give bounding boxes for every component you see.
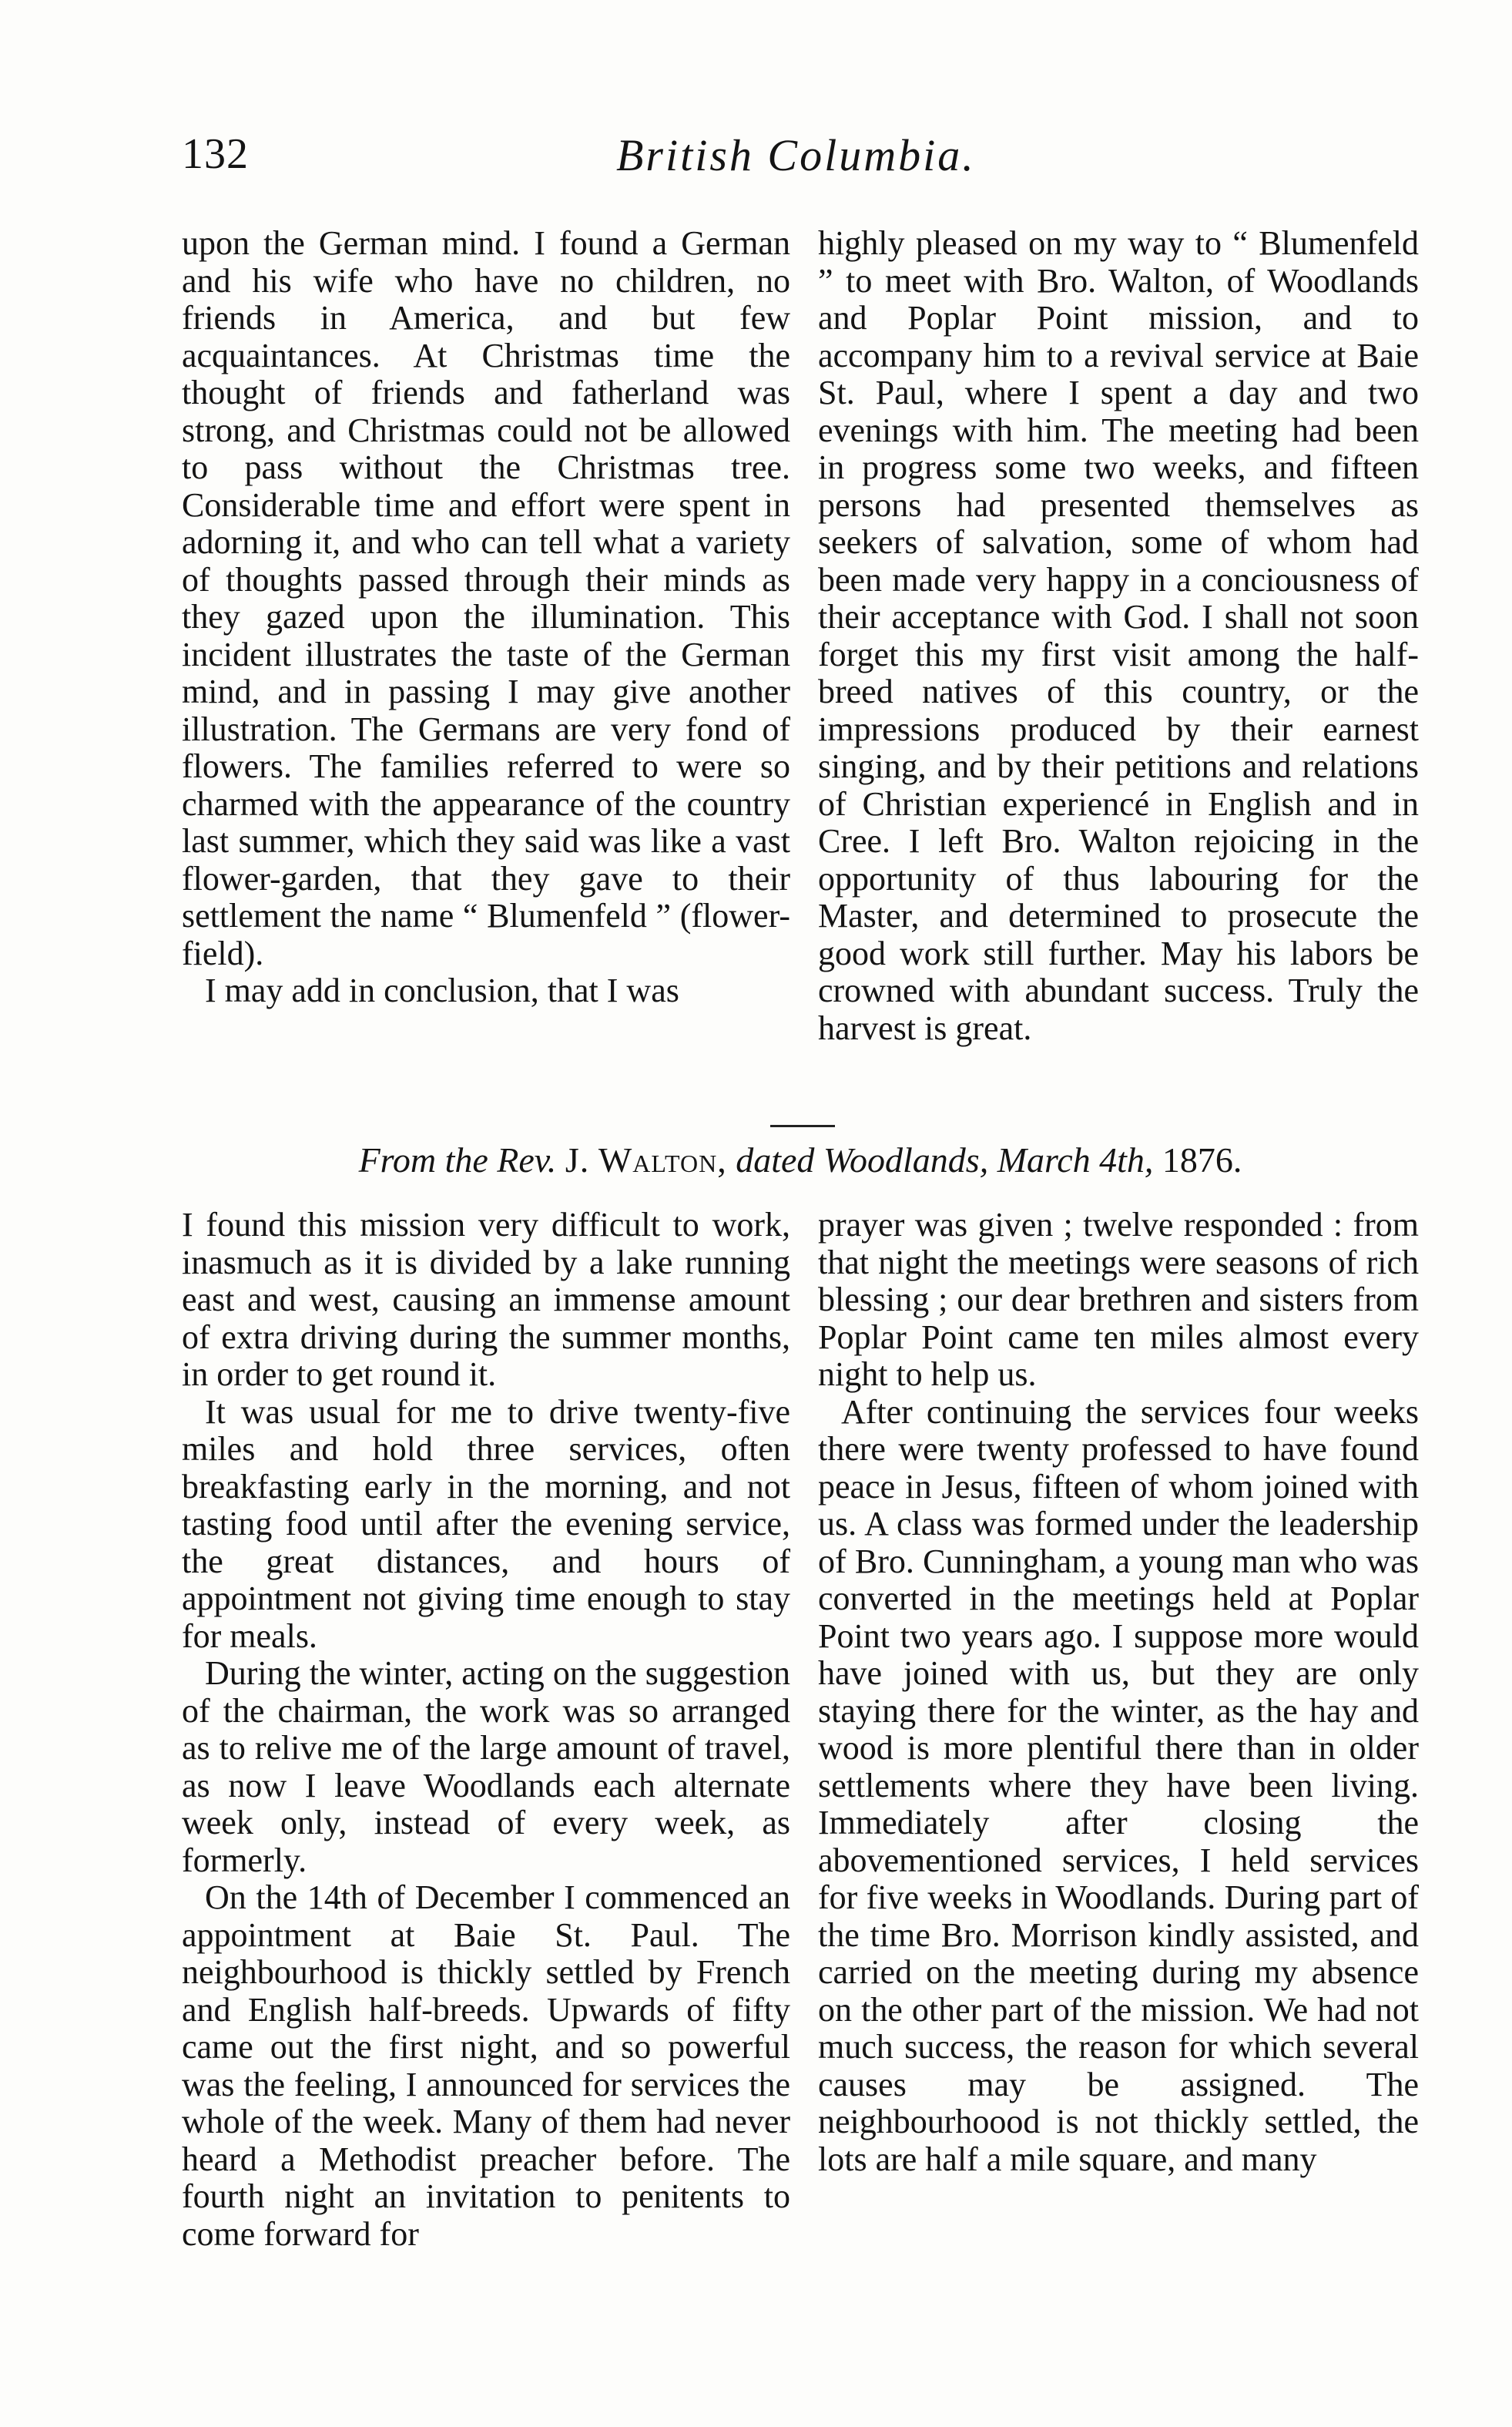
byline-dated: dated Woodlands, March 4th,	[736, 1140, 1154, 1180]
paragraph: I may add in conclusion, that I was	[205, 972, 679, 1009]
paragraph: prayer was given ; twelve responded : from that night the meetings were seasons of rich blessing ; our dear brethren and sisters from Poplar Point came ten miles almost every night to help us.	[818, 1206, 1419, 1393]
letter-byline	[182, 1139, 1419, 1182]
section-divider	[770, 1125, 835, 1127]
section1-right-column	[818, 225, 1419, 1047]
byline-name: J. Walton,	[565, 1140, 727, 1180]
byline-from: From the Rev.	[358, 1140, 557, 1180]
paragraph: On the 14th of December I commenced an appointment at Baie St. Paul. The neighbourhood is thickly settled by French and English half-breeds. Upwards of fifty came out the first night, and so powerful was the feeling, I announced for services the whole of the week. Many of them had never heard a Methodist preacher before. The fourth night an invitation to penitents to come forward for	[182, 1878, 790, 2253]
paragraph: After continuing the services four weeks there were twenty professed to have found peace in Jesus, fifteen of whom joined with us. A class was formed under the leadership of Bro. Cunningham, a young man who was converted in the meetings held at Poplar Point two years ago. I suppose more would have joined with us, but they are only staying there for the winter, as the hay and wood is more plentiful there than in older settlements where they have been living. Immediately after closing the abovementioned services, I held services for five weeks in Woodlands. During part of the time Bro. Morrison kindly assisted, and carried on the meeting during my absence on the other part of the mission. We had not much success, the reason for which several causes may be assigned. The neighbourhoood is not thickly settled, the lots are half a mile square, and many	[818, 1392, 1419, 2178]
section2-right-column	[818, 1207, 1419, 2178]
paragraph: highly pleased on my way to “ Blumenfeld ” to meet with Bro. Walton, of Woodlands and Poplar Point mission, and to accompany him to a revival service at Baie St. Paul, where I spent a day and two evenings with him. The meeting had been in progress some two weeks, and fifteen persons had presented themselves as seekers of salvation, some of whom had been made very happy in a conciousness of their acceptance with God. I shall not soon forget this my first visit among the half-breed natives of this country, or the impressions produced by their earnest singing, and by their petitions and relations of Christian experiencé in English and in Cree. I left Bro. Walton rejoicing in the opportunity of thus labouring for the Master, and determined to prosecute the good work still further. May his labors be crowned with abundant success. Truly the harvest is great.	[818, 224, 1419, 1047]
page-number: 132	[182, 130, 249, 178]
section2-left-column	[182, 1207, 790, 2253]
paragraph: I found this mission very difficult to work, inasmuch as it is divided by a lake running east and west, causing an immense amount of extra driving during the summer months, in order to get round it.	[182, 1206, 790, 1393]
paragraph: It was usual for me to drive twenty-five miles and hold three services, often breakfasting early in the morning, and not tasting food until after the evening service, the great distances, and hours of appointment not giving time enough to stay for meals.	[182, 1392, 790, 1655]
paragraph: upon the German mind. I found a German and his wife who have no children, no friends in America, and but few acquaintances. At Christmas time the thought of friends and fatherland was strong, and Christmas could not be allowed to pass without the Christmas tree. Considerable time and effort were spent in adorning it, and who can tell what a variety of thoughts passed through their minds as they gazed upon the illumination. This incident illustrates the taste of the German mind, and in passing I may give another illustration. The Germans are very fond of flowers. The families referred to were so charmed with the appearance of the country last summer, which they said was like a vast flower-garden, that they gave to their settlement the name “ Blumenfeld ” (flower-field).	[182, 224, 790, 972]
section1-left-column	[182, 225, 790, 1010]
paragraph: During the winter, acting on the suggestion of the chairman, the work was so arranged as to relive me of the large amount of travel, as now I leave Woodlands each alternate week only, instead of every week, as formerly.	[182, 1654, 790, 1879]
running-title: British Columbia.	[616, 130, 976, 180]
byline-year: 1876.	[1162, 1140, 1242, 1180]
